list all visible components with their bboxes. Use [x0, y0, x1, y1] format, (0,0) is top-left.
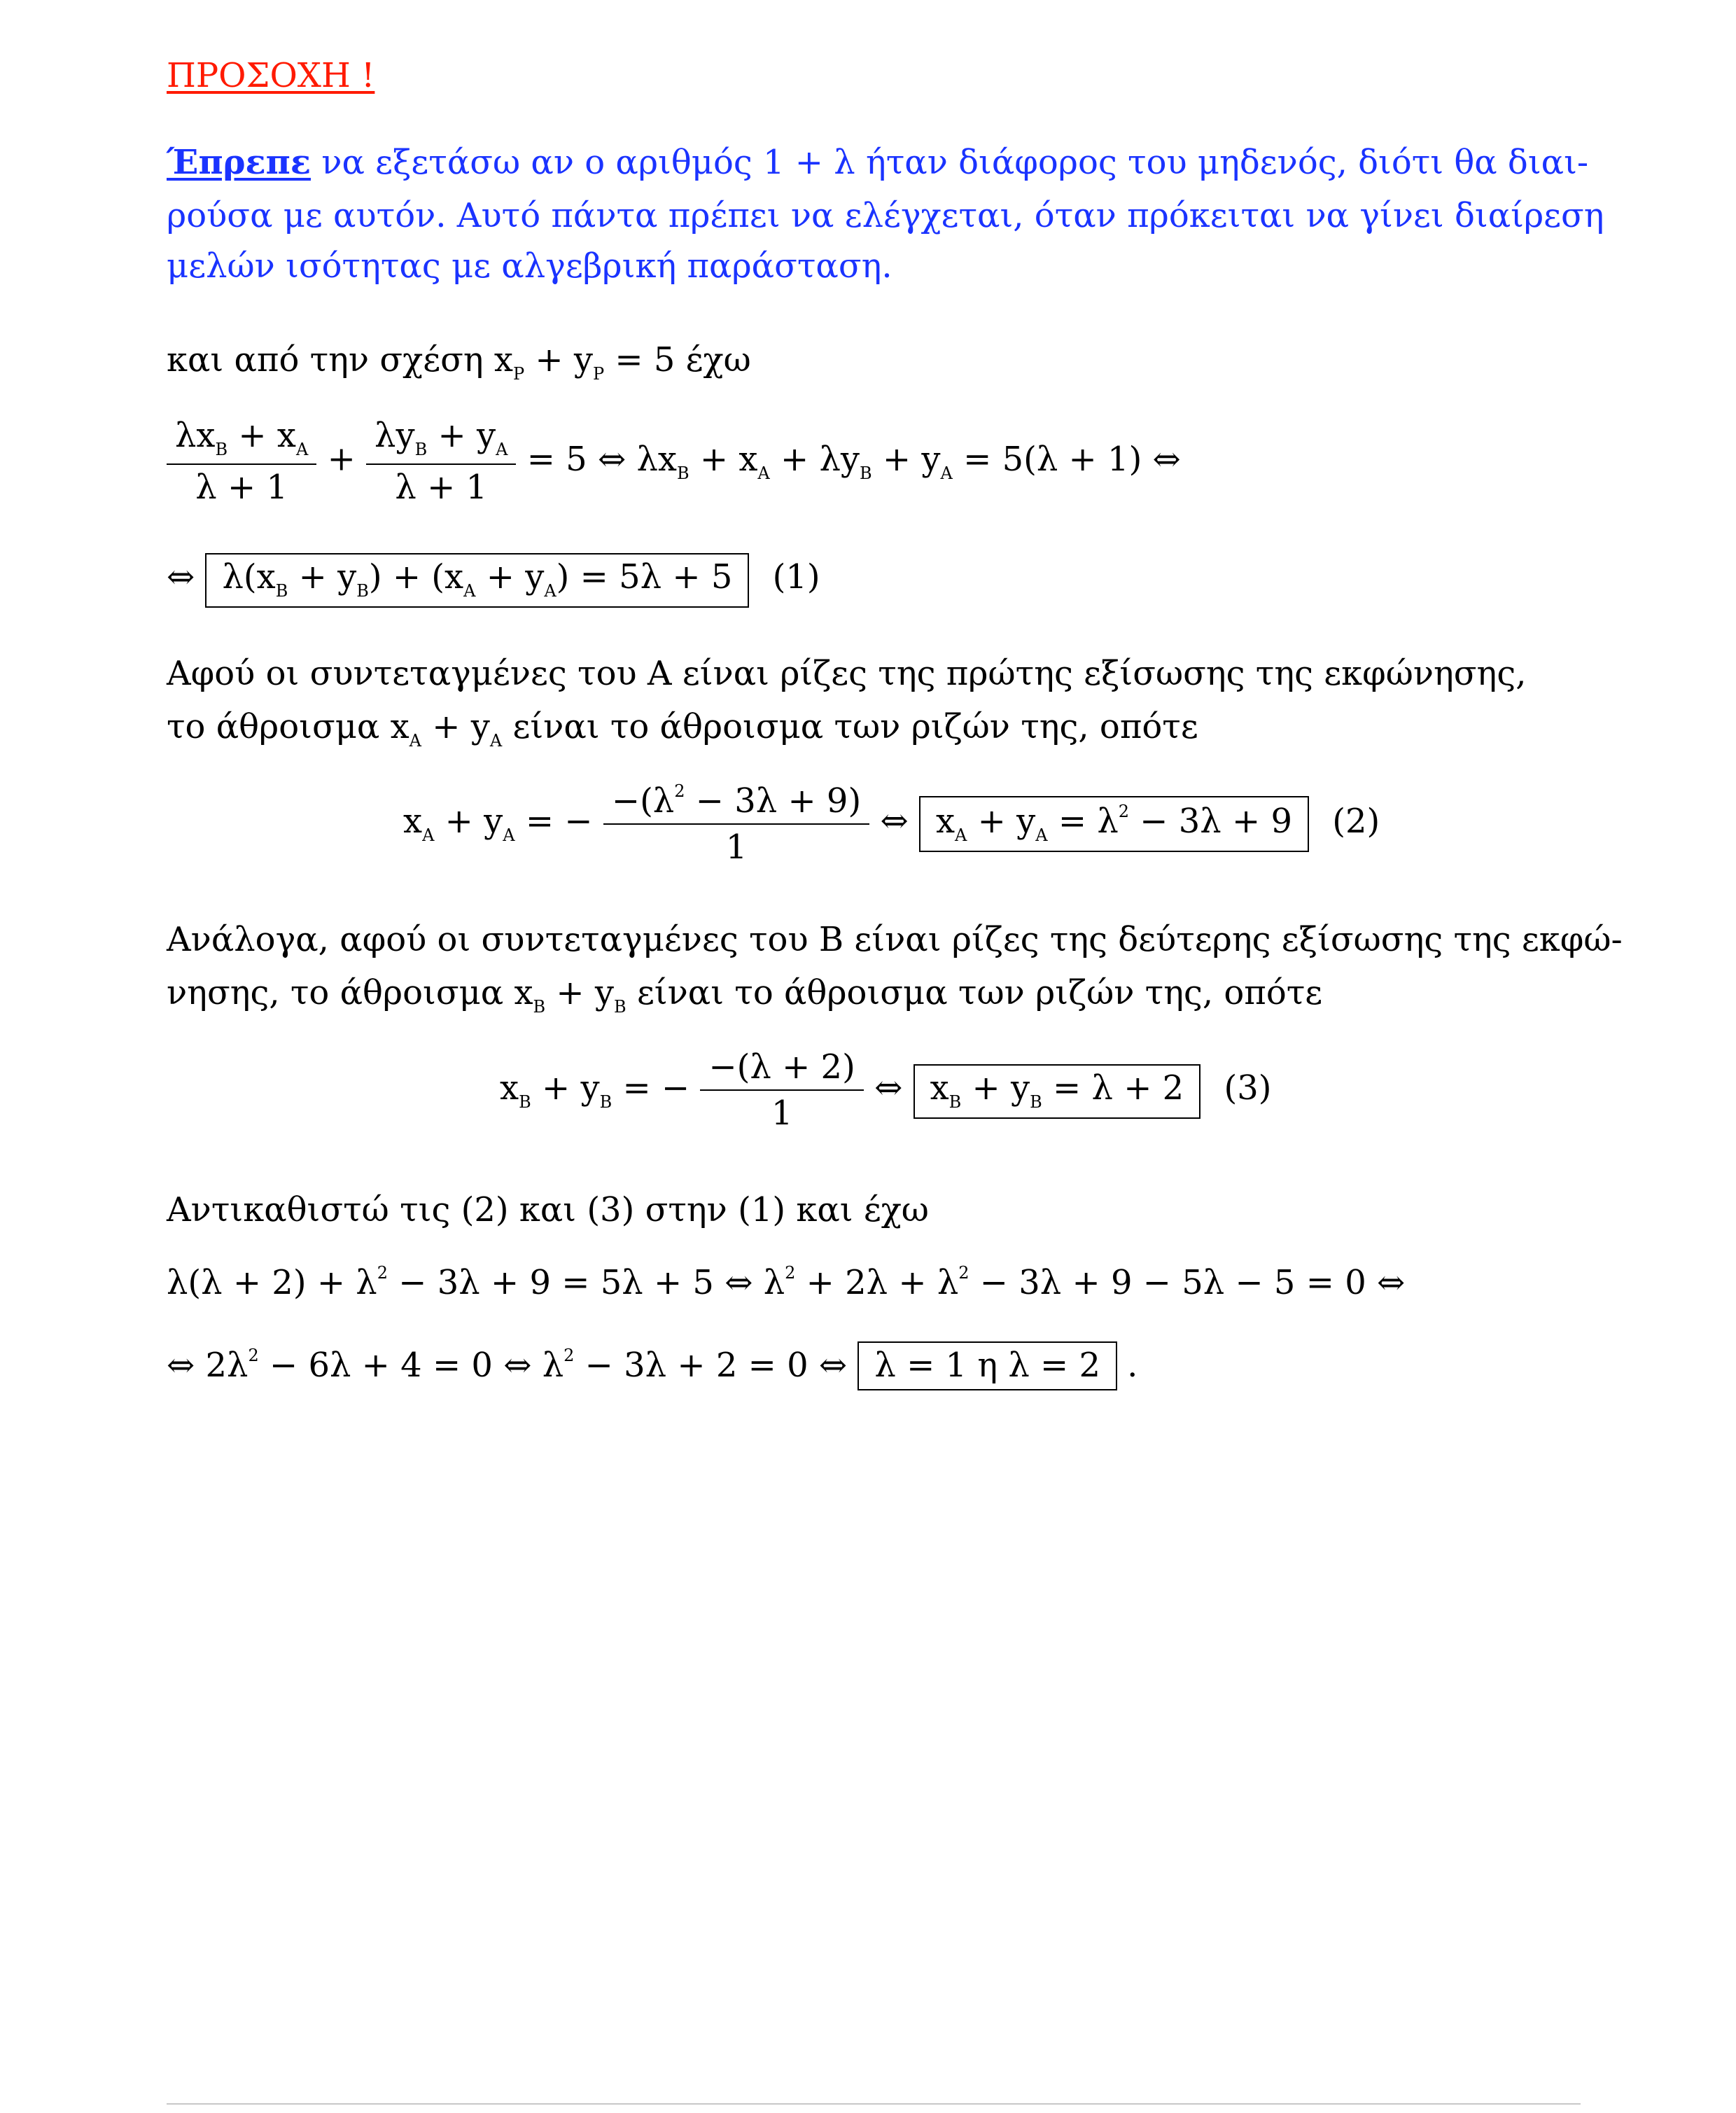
equation-label-1: (1) — [772, 557, 820, 597]
paragraph-a-line-2 — [167, 707, 1198, 751]
note-bold-word: Έπρεπε — [167, 143, 311, 182]
fraction-x: $\frac{\lambda x_B + x_A}{\lambda + 1}$ — [167, 419, 316, 504]
fraction-y: $\frac{\lambda y_B + y_A}{\lambda + 1}$ — [366, 419, 516, 504]
substitution-sentence: Αντικαθιστώ τις (2) και (3) στην (1) και έχω — [167, 1190, 929, 1229]
warning-heading: ΠΡΟΣΟΧΗ ! — [167, 56, 375, 95]
equation-substitution: $\frac{\lambda x_B + x_A}{\lambda + 1}$ + $\frac{\lambda y_B + y_A}{\lambda + 1}$ = 5 ⇔ $\lambda x_B + x_A + \lambda y_B + y_A = 5(\lambda + 1)$ ⇔ — [167, 419, 1181, 504]
sum-a-formula: $x_A + y_A$ — [390, 707, 503, 751]
paragraph-a-text-after: είναι το άθροισμα των ριζών της, οπότε — [512, 707, 1198, 746]
paragraph-b-line-1: Ανάλογα, αφού οι συντεταγμένες του Β είναι ρίζες της δεύτερης εξίσωσης της εκφώ- — [167, 920, 1623, 959]
equation-label-3: (3) — [1224, 1068, 1272, 1108]
note-line-1 — [167, 143, 1589, 182]
equation-final: ⇔ $2\lambda^2 - 6\lambda + 4 = 0$ ⇔ $\lambda^2 - 3\lambda + 2 = 0$ ⇔ λ = 1 η λ = 2 . — [167, 1341, 1138, 1390]
sum-b-formula: $x_B + y_B$ — [514, 973, 626, 1017]
note-line-2: ρούσα με αυτόν. Αυτό πάντα πρέπει να ελέγχεται, όταν πρόκειται να γίνει διαίρεση — [167, 196, 1604, 235]
boxed-solution: λ = 1 η λ = 2 — [858, 1341, 1117, 1390]
equation-label-2: (2) — [1332, 801, 1380, 841]
paragraph-b-line-2 — [167, 973, 1323, 1017]
boxed-equation-3: $x_B + y_B = \lambda + 2$ — [913, 1064, 1201, 1119]
paragraph-a-line-1: Αφού οι συντεταγμένες του Α είναι ρίζες της πρώτης εξίσωσης της εκφώνησης, — [167, 654, 1527, 693]
relation-line — [167, 340, 751, 384]
relation-text-after: έχω — [685, 340, 751, 379]
paragraph-b-text-before: νησης, το άθροισμα — [167, 973, 514, 1012]
paragraph-b-text-after: είναι το άθροισμα των ριζών της, οπότε — [636, 973, 1323, 1012]
final-period: . — [1127, 1346, 1138, 1385]
boxed-equation-1: $\lambda(x_B + y_B) + (x_A + y_A) = 5\lambda + 5$ — [205, 553, 749, 608]
equation-2: $x_A + y_A$ = − $\frac{-(\lambda^2 - 3\lambda + 9)}{1}$ ⇔ $x_A + y_A = \lambda^2 - 3\lambda + 9$ (2) — [403, 781, 1380, 867]
boxed-equation-2: $x_A + y_A = \lambda^2 - 3\lambda + 9$ — [919, 796, 1309, 852]
note-line-3: μελών ισότητας με αλγεβρική παράσταση. — [167, 246, 892, 286]
relation-formula: $x_P + y_P = 5$ — [493, 340, 686, 384]
fraction-sum-b: $\frac{-(\lambda + 2)}{1}$ — [700, 1050, 863, 1130]
relation-text-before: και από την σχέση — [167, 340, 494, 379]
fraction-sum-a: $\frac{-(\lambda^2 - 3\lambda + 9)}{1}$ — [603, 783, 869, 864]
equation-3: $x_B + y_B$ = − $\frac{-(\lambda + 2)}{1}$ ⇔ $x_B + y_B = \lambda + 2$ (3) — [500, 1047, 1272, 1133]
footer-divider — [167, 2103, 1581, 2105]
equation-1: ⇔ $\lambda(x_B + y_B) + (x_A + y_A) = 5\lambda + 5$ (1) — [167, 553, 820, 608]
note-line-1-text: να εξετάσω αν ο αριθμός 1 + λ ήταν διάφορος του μηδενός, διότι θα διαι- — [311, 143, 1589, 182]
paragraph-a-text-before: το άθροισμα — [167, 707, 391, 746]
equation-expanded: $\lambda(\lambda + 2) + \lambda^2 - 3\lambda + 9 = 5\lambda + 5$ ⇔ $\lambda^2 + 2\lambda + \lambda^2 - 3\lambda + 9 - 5\lambda - 5 = 0$ ⇔ — [167, 1263, 1406, 1302]
